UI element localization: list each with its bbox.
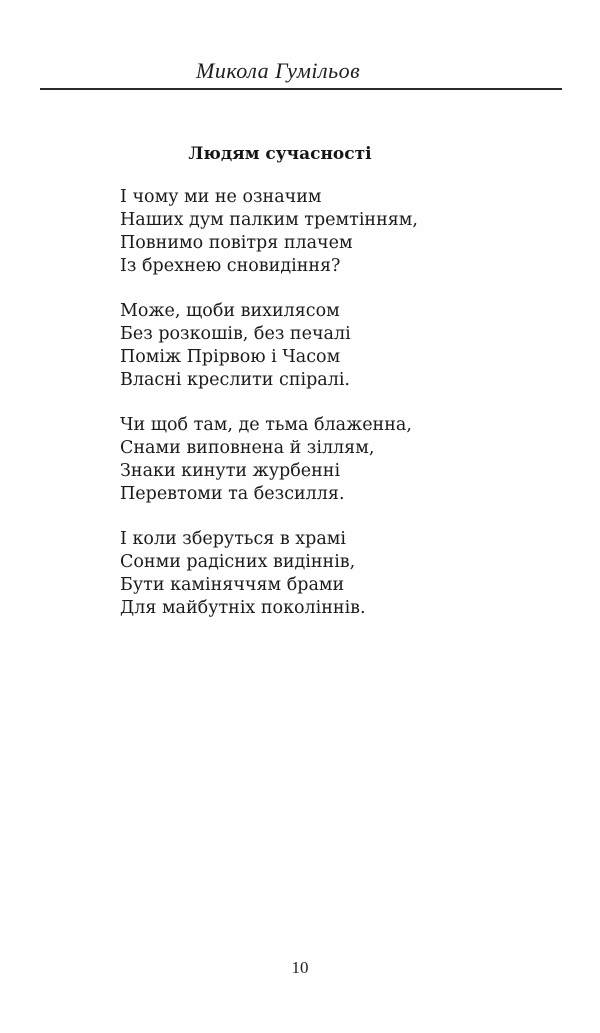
- poem-line: Знаки кинути журбенні: [120, 461, 341, 481]
- poem-line: Може, щоби вихилясом: [120, 301, 340, 321]
- poem-line: Повнимо повітря плачем: [120, 233, 353, 253]
- poem-line: Снами виповнена й зіллям,: [120, 438, 375, 458]
- poem-line: І чому ми не означим: [120, 187, 322, 207]
- stanza-4: [120, 528, 560, 620]
- stanza-3: [120, 414, 560, 506]
- stanza-1: [120, 186, 560, 278]
- poem-body: [120, 186, 560, 642]
- stanza-2: [120, 300, 560, 392]
- poem-line: Із брехнею сновидіння?: [120, 256, 341, 276]
- poem-line: Чи щоб там, де тьма блаженна,: [120, 415, 412, 435]
- poem-line: Поміж Прірвою і Часом: [120, 347, 341, 367]
- header-rule: [40, 88, 562, 90]
- poem-line: Власні креслити спіралі.: [120, 370, 350, 390]
- page-number: 10: [291, 958, 309, 977]
- poem-title: Людям сучасності: [188, 144, 372, 164]
- poem-line: Перевтоми та безсилля.: [120, 484, 345, 504]
- poem-line: І коли зберуться в храмі: [120, 529, 346, 549]
- poem-line: Без розкошів, без печалі: [120, 324, 351, 344]
- poem-line: Бути каміняччям брами: [120, 575, 345, 595]
- poem-line: Наших дум палким тремтінням,: [120, 210, 418, 230]
- poem-line: Для майбутніх поколіннів.: [120, 598, 366, 618]
- running-head-author: Микола Гумільов: [196, 58, 361, 83]
- poem-line: Сонми радісних видіннів,: [120, 552, 356, 572]
